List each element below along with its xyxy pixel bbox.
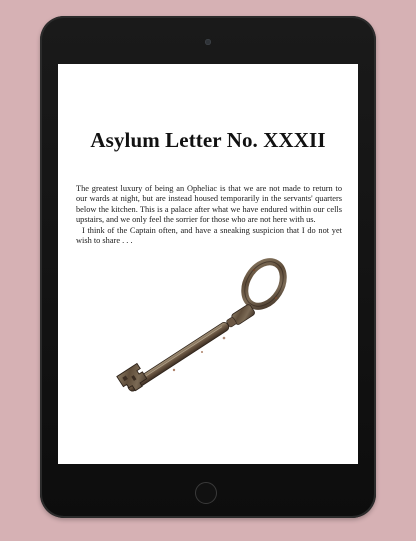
- camera-icon: [205, 39, 211, 45]
- ebook-screen[interactable]: [58, 64, 358, 464]
- letter-body: [76, 184, 342, 246]
- antique-key-illustration: [104, 258, 304, 404]
- paragraph-1: The greatest luxury of being an Opheliac is that we are not made to return to our wards at night, but are instead housed temporarily in the servants' quarters below the kitchen. This is a palace after what we have endured within our cells upstairs, and we only feel the sorrier for those who are not here with us.: [76, 184, 342, 225]
- page-title: Asylum Letter No. XXXII: [90, 128, 326, 152]
- tablet-device: [40, 16, 376, 518]
- home-button[interactable]: [195, 482, 217, 504]
- paragraph-2: I think of the Captain often, and have a sneaking suspicion that I do not yet wish to share . . .: [76, 225, 342, 246]
